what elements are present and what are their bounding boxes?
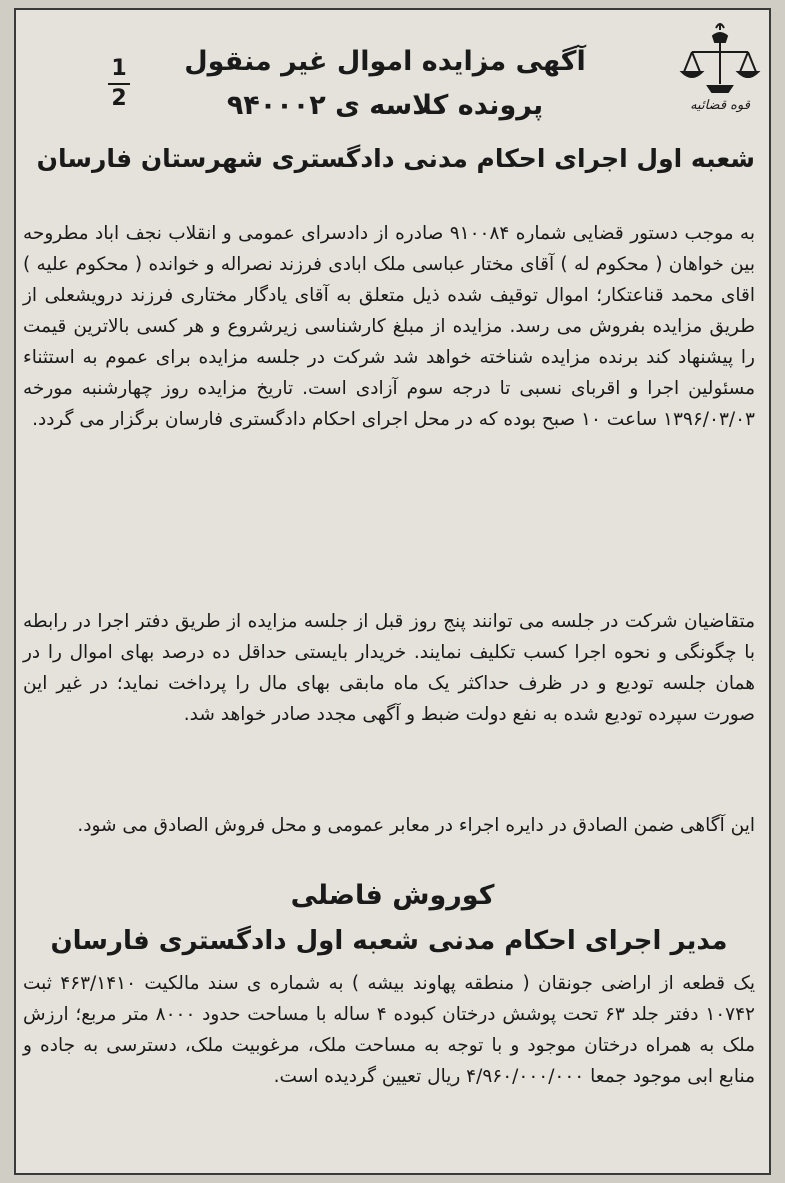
paragraph-participation: متقاضیان شرکت در جلسه می توانند پنج روز قبل از جلسه مزایده از طریق دفتر اجرا در رابطه با چگونگی و نحوه اجرا کسب تکلیف نمایند. خریدار بایستی حداقل ده درصد بهای اموال را در همان جلسه تودیع و در ظرف حداکثر یک ماه مابقی بهای مال را پرداخت نماید؛ در غیر این صورت سپرده تودیع شده به نفع دولت ضبط و آگهی مجدد صادر خواهد شد. [23,611,755,725]
branch-heading: شعبه اول اجرای احکام مدنی دادگستری شهرستان فارسان [36,144,755,173]
paragraph-publication: این آگاهی ضمن الصادق در دایره اجراء در معابر عمومی و محل فروش الصادق می شود. [77,815,755,836]
fraction-denominator: 2 [111,86,127,111]
paragraph-auction-order: به موجب دستور قضایی شماره ۹۱۰۰۸۴ صادره از دادسرای عمومی و انقلاب نجف اباد مطروحه بین خواهان ( محکوم له ) آقای مختار عباسی ملک ابادی فرزند نصراله و خوانده ( محکوم علیه ) اقای محمد قناعتکار؛ اموال توقیف شده ذیل متعلق به آقای یادگار مختاری فرزند درویشعلی از طریق مزایده بفروش می رسد. مزایده از مبلغ کارشناسی زیرشروع و هر کسی بالاترین قیمت را پیشنهاد کند برنده مزایده شناخته خواهد شد شرکت در جلسه مزایده برای عموم به استثناء مسئولین اجرا و اقربای نسبی تا درجه سوم آزادی است. تاریخ مزایده روز چهارشنبه مورخه ۱۳۹۶/۰۳/۰۳ ساعت ۱۰ صبح بوده که در محل اجرای احکام دادگستری فارسان برگزار می گردد. [23,223,756,430]
signatory-role: مدیر اجرای احکام مدنی شعبه اول دادگستری فارسان [50,926,728,956]
fraction-numerator: 1 [111,56,127,81]
property-description: یک قطعه از اراضی جونقان ( منطقه پهاوند بیشه ) به شماره ی سند مالکیت ۴۶۳/۱۴۱۰ ثبت ۱۰۷۴۲ دفتر جلد ۶۳ تحت پوشش درختان کبوده ۴ ساله با مساحت حدود ۸۰۰۰ متر مربع؛ ارزش ملک به همراه درختان موجود و با توجه به مساحت ملک، مرغوبیت ملک، دسترسی به جاده و منابع ابی موجود جمعا ۴/۹۶۰/۰۰۰/۰۰۰ ریال تعیین گردیده است. [23,973,755,1087]
fraction-bar [108,83,130,85]
signatory-name: کوروش فاضلی [290,880,495,911]
judiciary-emblem [678,14,762,124]
page-fraction [104,58,134,110]
emblem-caption: قوه قضائیه [690,98,750,113]
case-number: پرونده کلاسه ی ۹۴۰۰۰۲ [226,90,544,121]
notice-title: آگهی مزایده اموال غیر منقول [184,46,586,77]
